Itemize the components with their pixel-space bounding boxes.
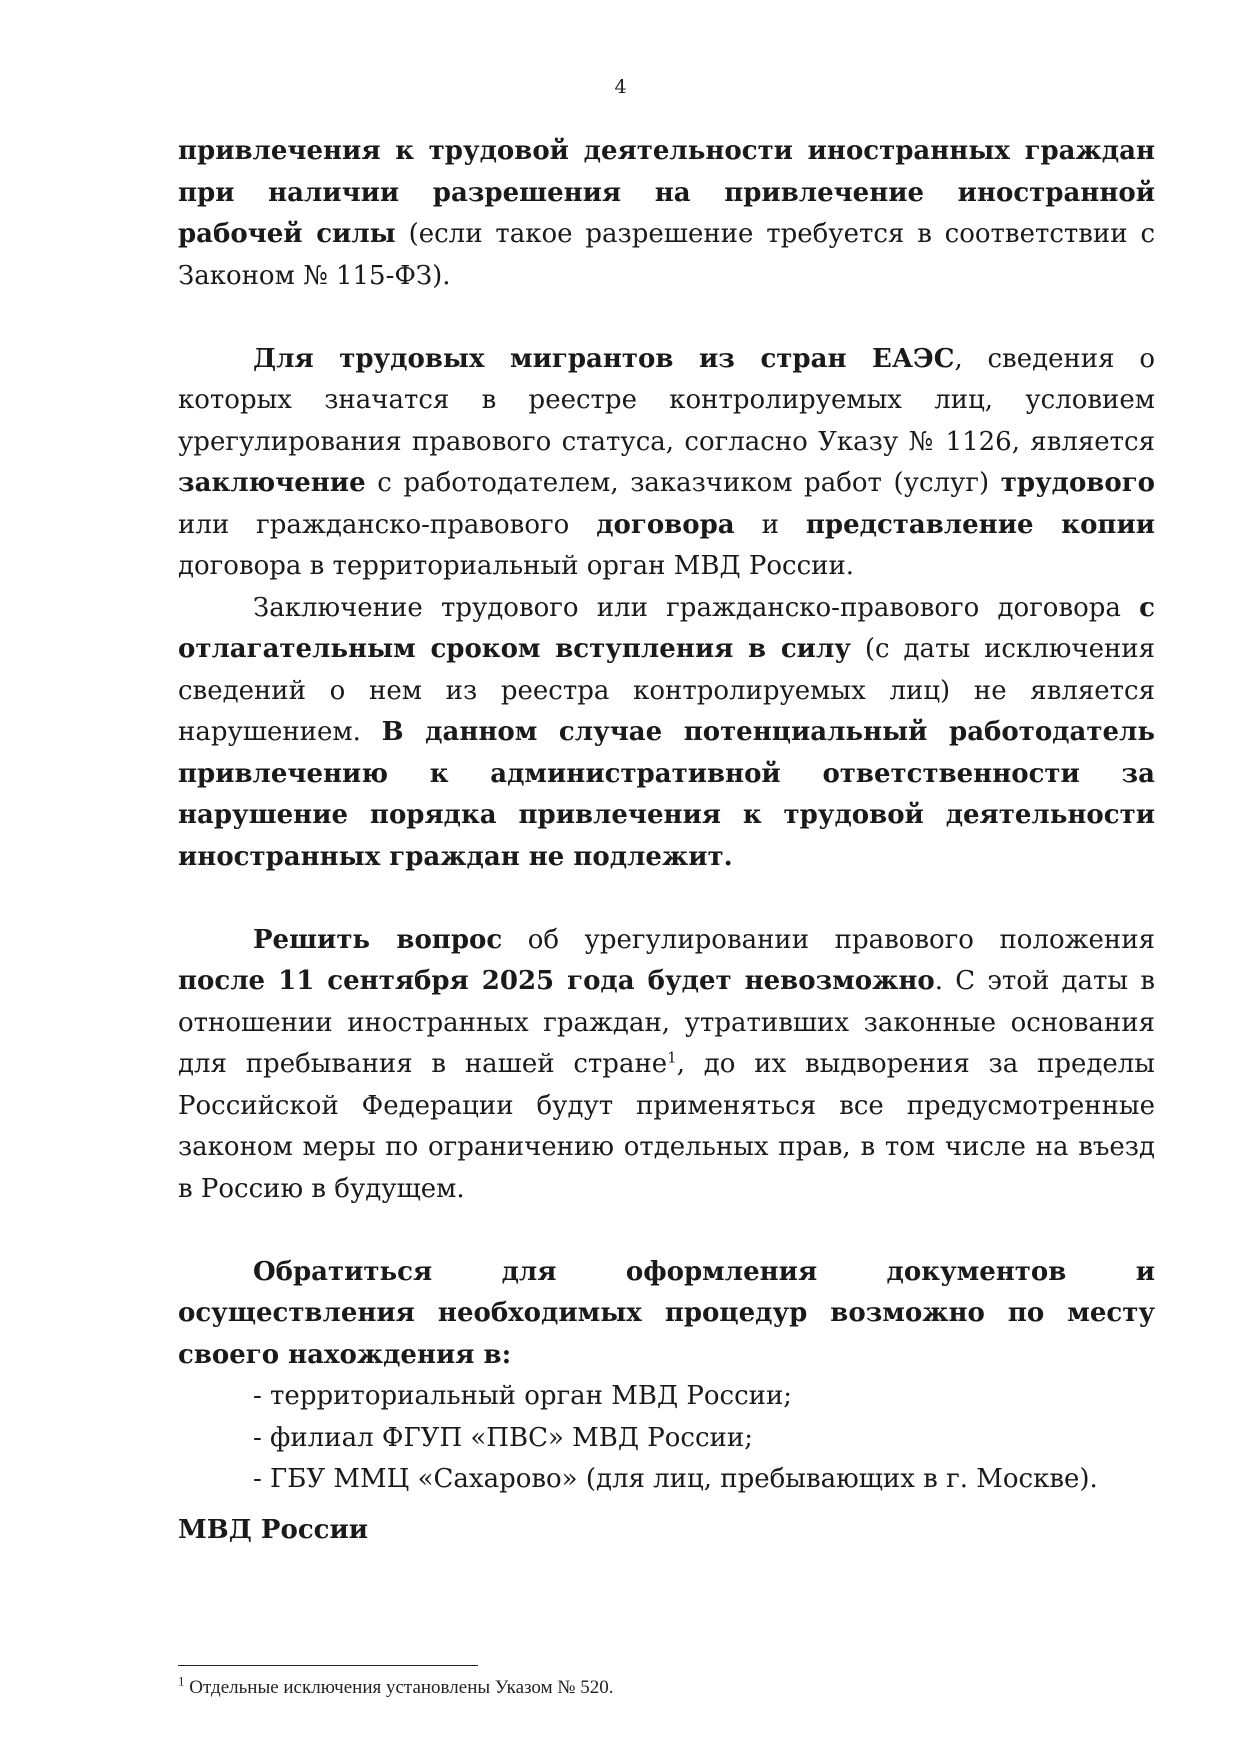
text-run: и	[734, 509, 806, 540]
footnote	[178, 1673, 614, 1699]
bold-text-run: В данном случае потенциальный работодатель привлечению к административной ответственности за нарушение порядка привлечения к трудовой деятельности иностранных граждан не подлежит.	[178, 717, 1155, 872]
paragraph-where-to-apply	[178, 1252, 1155, 1377]
bold-text-run: Для трудовых мигрантов из стран ЕАЭС	[253, 343, 955, 374]
paragraph-continuation	[178, 131, 1155, 297]
text-run: (с даты исключения сведений о нем из реестра контролируемых лиц) не является нарушением.	[178, 634, 1156, 747]
paragraph-deferred-contract	[178, 588, 1155, 879]
text-run: договора в территориальный орган МВД России.	[178, 551, 855, 581]
bold-text-run: после 11 сентября 2025 года будет невозможно	[178, 966, 935, 996]
bold-text-run: представление копии	[805, 509, 1156, 540]
paragraph-spacer	[178, 878, 1155, 920]
list-item: - филиал ФГУП «ПВС» МВД России;	[253, 1422, 753, 1453]
text-run: Заключение трудового или гражданско-правового договора	[253, 592, 1140, 623]
footnote-reference: 1	[667, 1048, 677, 1067]
paragraph-eaes-migrants	[178, 339, 1155, 588]
text-run: , до их выдворения за пределы Российской Федерации будут применяться все предусмотренные законом меры по ограничению отдельных прав, в том числе на въезд в Россию в будущем.	[178, 1049, 1155, 1204]
paragraph-spacer	[178, 1210, 1155, 1252]
signature: МВД России	[178, 1515, 369, 1545]
text-run: (если такое разрешение требуется в соответствии с Законом № 115-ФЗ).	[178, 219, 1156, 291]
list-item: - ГБУ ММЦ «Сахарово» (для лиц, пребывающих в г. Москве).	[253, 1464, 1098, 1494]
text-run: , сведения о которых значатся в реестре контролируемых лиц, условием урегулирования правового статуса, согласно Указу № 1126, является	[178, 343, 1155, 457]
footnote-separator	[178, 1665, 478, 1666]
paragraph-deadline	[178, 920, 1155, 1211]
bold-text-run: договора	[596, 509, 735, 540]
bold-text-run: с отлагательным сроком вступления в силу	[178, 592, 1155, 664]
list-item: - территориальный орган МВД России;	[253, 1381, 793, 1411]
bold-text-run: привлечения к трудовой деятельности иностранных граждан при наличии разрешения на привлечение иностранной рабочей силы	[178, 136, 1155, 249]
text-run: . С этой даты в отношении иностранных граждан, утративших законные основания для пребывания в нашей стране	[178, 966, 1155, 1079]
document-body	[178, 131, 1155, 1501]
paragraph-spacer	[178, 297, 1155, 339]
bold-text-run: Обратиться для оформления документов и осуществления необходимых процедур возможно по месту своего нахождения в:	[178, 1256, 1155, 1370]
footnote-text: Отдельные исключения установлены Указом № 520.	[184, 1677, 614, 1698]
text-run: об урегулировании правового положения	[502, 924, 1155, 955]
bold-text-run: Решить вопрос	[253, 924, 503, 955]
bold-text-run: трудового	[1000, 468, 1155, 498]
bold-text-run: заключение	[178, 468, 366, 498]
text-run: или гражданско-правового	[178, 509, 597, 540]
text-run: с работодателем, заказчиком работ (услуг)	[365, 468, 1001, 498]
footnote-marker: 1	[178, 1673, 185, 1689]
page-number: 4	[614, 76, 627, 98]
